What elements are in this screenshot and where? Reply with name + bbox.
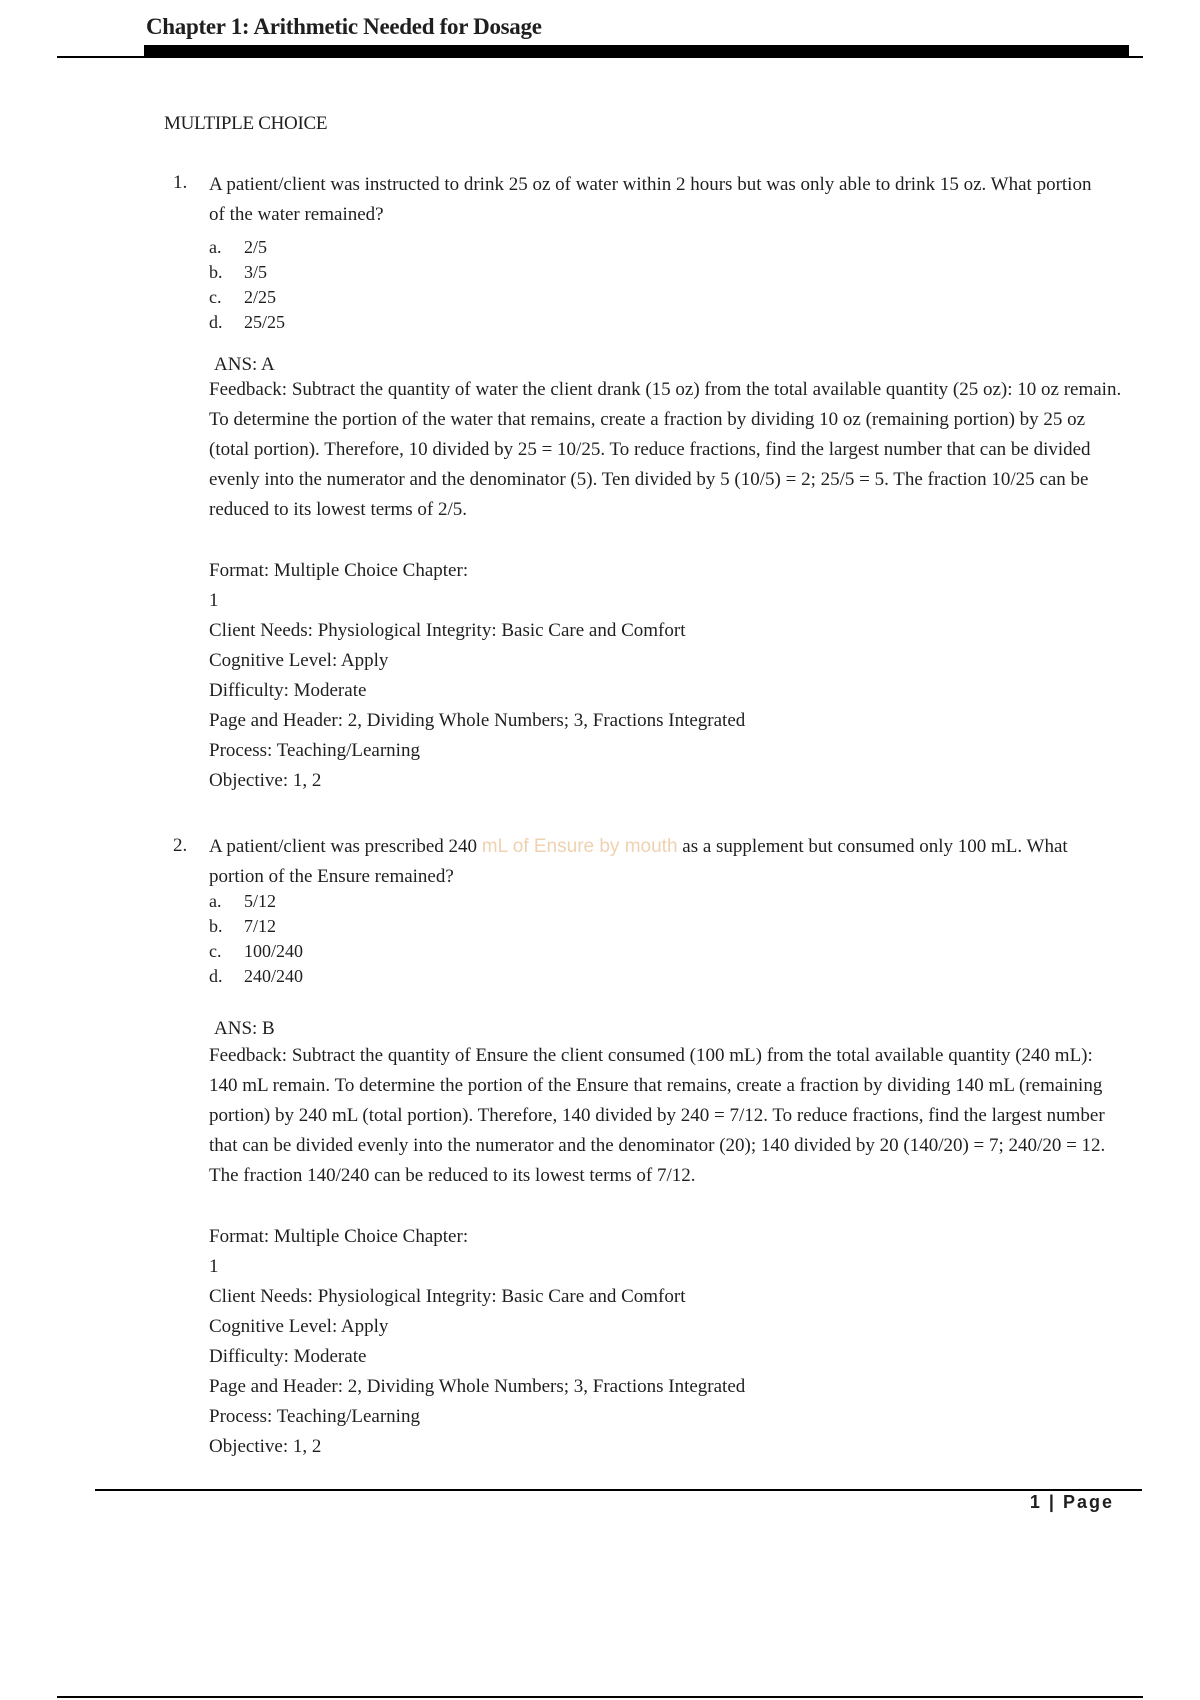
option-a [209, 889, 303, 914]
option-value: 100/240 [244, 941, 304, 961]
meta-page-header: Page and Header: 2, Dividing Whole Numbers; 3, Fractions Integrated [209, 710, 746, 731]
meta-objective: Objective: 1, 2 [209, 770, 322, 791]
meta-chapter: 1 [209, 590, 219, 611]
option-b [209, 914, 303, 939]
answer-options [209, 235, 285, 335]
question-text-start: A patient/client was prescribed 240 [209, 836, 478, 857]
option-value: 25/25 [244, 312, 286, 332]
question-metadata [209, 1222, 745, 1462]
meta-format: Format: Multiple Choice Chapter: [209, 1226, 469, 1247]
option-c [209, 285, 285, 310]
question-text [209, 832, 1109, 892]
option-a [209, 235, 285, 260]
option-letter: c. [209, 941, 222, 961]
option-value: 3/5 [244, 262, 268, 282]
meta-process: Process: Teaching/Learning [209, 1406, 420, 1427]
option-letter: b. [209, 262, 223, 282]
section-title: MULTIPLE CHOICE [164, 113, 328, 134]
question-number: 2. [173, 835, 188, 856]
option-letter: d. [209, 312, 223, 332]
question-number: 1. [173, 172, 188, 193]
option-letter: b. [209, 916, 223, 936]
feedback-text: Feedback: Subtract the quantity of Ensure the client consumed (100 mL) from the total available quantity (240 mL): 140 mL remain. To determine the portion of the Ensure that remains, create a fraction by dividing 140 mL (remaining portion) by 240 mL (total portion). Therefore, 140 divided by 240 = 7/12. To reduce fractions, find the largest number that can be divided evenly into the numerator and the denominator (20); 140 divided by 20 (140/20) = 7; 240/20 = 12. The fraction 140/240 can be reduced to its lowest terms of 7/12. [209, 1045, 1106, 1186]
header-rule-thin [57, 56, 1143, 58]
meta-difficulty: Difficulty: Moderate [209, 680, 367, 701]
option-d [209, 310, 285, 335]
watermark: mL of Ensure by mouth [481, 836, 678, 857]
option-value: 2/5 [244, 237, 268, 257]
option-c [209, 939, 303, 964]
question-metadata [209, 556, 745, 796]
answer-key: ANS: B [214, 1018, 275, 1039]
question-text-end: as a supplement but consumed only 100 mL. What portion of the Ensure remained? [209, 836, 1068, 887]
meta-client-needs: Client Needs: Physiological Integrity: Basic Care and Comfort [209, 1286, 686, 1307]
meta-client-needs: Client Needs: Physiological Integrity: Basic Care and Comfort [209, 620, 686, 641]
page-number: 1 | Page [1029, 1492, 1114, 1512]
header-rule-thick [144, 45, 1129, 56]
feedback-text: Feedback: Subtract the quantity of water the client drank (15 oz) from the total available quantity (25 oz): 10 oz remain. To determine the portion of the water that remains, create a fraction by dividing 10 oz (remaining portion) by 25 oz (total portion). Therefore, 10 divided by 25 = 10/25. To reduce fractions, find the largest number that can be divided evenly into the numerator and the denominator (5). Ten divided by 5 (10/5) = 2; 25/5 = 5. The fraction 10/25 can be reduced to its lowest terms of 2/5. [209, 379, 1122, 520]
page-header [146, 14, 542, 40]
meta-format: Format: Multiple Choice Chapter: [209, 560, 469, 581]
question-text: A patient/client was instructed to drink 25 oz of water within 2 hours but was only able to drink 15 oz. What portion of the water remained? [209, 174, 1092, 225]
meta-cognitive-level: Cognitive Level: Apply [209, 1316, 389, 1337]
answer-key: ANS: A [214, 354, 275, 375]
option-d [209, 964, 303, 989]
meta-page-header: Page and Header: 2, Dividing Whole Numbers; 3, Fractions Integrated [209, 1376, 746, 1397]
option-letter: a. [209, 891, 222, 911]
meta-process: Process: Teaching/Learning [209, 740, 420, 761]
answer-options [209, 889, 303, 989]
option-letter: c. [209, 287, 222, 307]
meta-chapter: 1 [209, 1256, 219, 1277]
bottom-rule [57, 1696, 1143, 1698]
meta-objective: Objective: 1, 2 [209, 1436, 322, 1457]
chapter-title: Chapter 1: Arithmetic Needed for Dosage [146, 14, 542, 39]
meta-difficulty: Difficulty: Moderate [209, 1346, 367, 1367]
footer-rule [95, 1489, 1142, 1491]
meta-cognitive-level: Cognitive Level: Apply [209, 650, 389, 671]
option-value: 5/12 [244, 891, 277, 911]
option-value: 2/25 [244, 287, 277, 307]
option-letter: a. [209, 237, 222, 257]
option-value: 7/12 [244, 916, 277, 936]
option-letter: d. [209, 966, 223, 986]
option-value: 240/240 [244, 966, 304, 986]
option-b [209, 260, 285, 285]
